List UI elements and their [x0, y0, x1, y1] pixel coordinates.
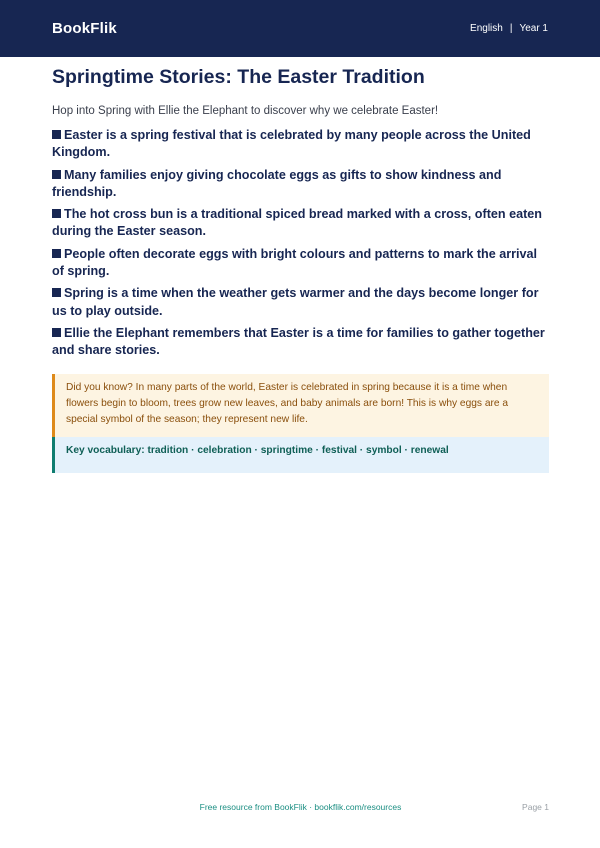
- meta-separator: |: [509, 23, 513, 34]
- fact-text: Easter is a spring festival that is celebrated by many people across the United Kingdom.: [52, 128, 531, 160]
- square-bullet-icon: [52, 288, 61, 297]
- fact-item: [52, 246, 549, 281]
- fact-item: [52, 127, 549, 162]
- square-bullet-icon: [52, 209, 61, 218]
- fact-text: Spring is a time when the weather gets warmer and the days become longer for us to play outside.: [52, 286, 539, 318]
- fact-item: [52, 206, 549, 241]
- subject-label: English: [470, 23, 503, 34]
- key-vocabulary-text: Key vocabulary: tradition · celebration · springtime · festival · symbol · renewal: [66, 444, 449, 456]
- fact-item: [52, 325, 549, 360]
- fact-text: Many families enjoy giving chocolate eggs as gifts to show kindness and friendship.: [52, 167, 502, 199]
- footer-credit-link[interactable]: Free resource from BookFlik · bookflik.com/resources: [199, 802, 402, 812]
- fact-text: Ellie the Elephant remembers that Easter is a time for families to gather together and share stories.: [52, 325, 545, 358]
- brand-logo[interactable]: BookFlik: [52, 20, 117, 37]
- fact-item: [52, 167, 549, 202]
- square-bullet-icon: [52, 130, 61, 139]
- page-content: [52, 64, 549, 473]
- header-meta: [470, 23, 548, 34]
- site-header: [0, 0, 600, 57]
- year-label: Year 1: [519, 23, 548, 34]
- fact-text: People often decorate eggs with bright colours and patterns to mark the arrival of spring.: [52, 246, 538, 279]
- square-bullet-icon: [52, 249, 61, 258]
- did-you-know-callout: [52, 374, 549, 437]
- did-you-know-text: Did you know? In many parts of the world, Easter is celebrated in spring because it is a time when flowers begin to bloom, trees grow new leaves, and baby animals are born! This is why eggs are a special symbol of the season; they represent new life.: [66, 381, 509, 425]
- fact-text: The hot cross bun is a traditional spiced bread marked with a cross, often eaten during the Easter season.: [52, 207, 542, 239]
- square-bullet-icon: [52, 170, 61, 179]
- fact-list: [52, 127, 549, 360]
- page-title: Springtime Stories: The Easter Tradition: [52, 66, 425, 88]
- square-bullet-icon: [52, 328, 61, 337]
- key-vocabulary-box: [52, 437, 549, 473]
- page-number: Page 1: [522, 802, 549, 812]
- page-intro: Hop into Spring with Ellie the Elephant to discover why we celebrate Easter!: [52, 105, 439, 117]
- fact-item: [52, 285, 549, 320]
